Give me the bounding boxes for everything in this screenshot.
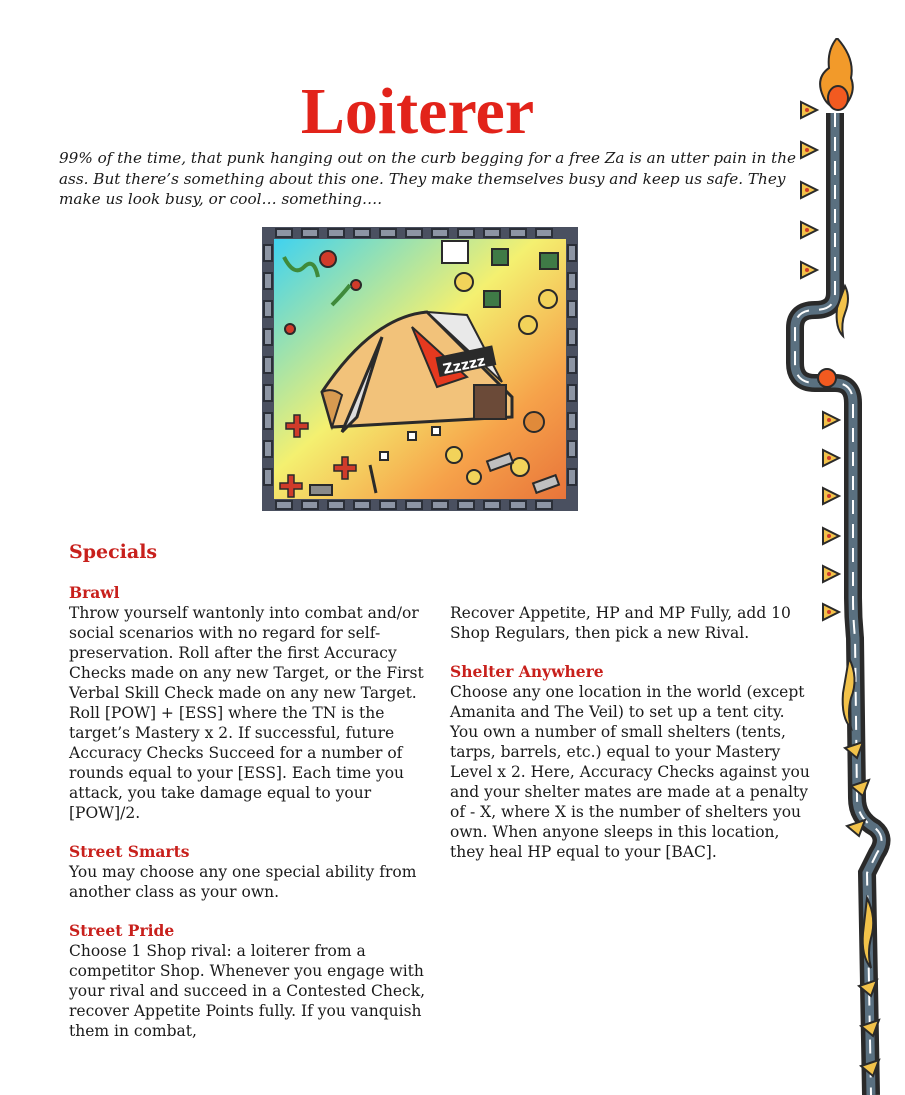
- ability-shelter-anywhere: [450, 662, 810, 862]
- pizza-slice-sleeping-illustration: [262, 227, 578, 511]
- ability-text: Throw yourself wantonly into combat and/or social scenarios with no regard for self-preservation. Roll after the first Accuracy Checks made on any new Target, or the First Verbal Skill Check made on any new Target. Roll [POW] + [ESS] where the TN is the target’s Mastery x 2. If successful, future Accuracy Checks Succeed for a number of rounds equal to your [ESS]. Each time you attack, you take damage equal to your [POW]/2.: [69, 604, 424, 822]
- ability-text-continued: Recover Appetite, HP and MP Fully, add 10 Shop Regulars, then pick a new Rival.: [450, 604, 791, 642]
- ability-street-smarts: [69, 842, 429, 902]
- zzz-caption: Zzzzz: [441, 353, 487, 378]
- torch-and-pizza-border-icon: [785, 38, 905, 1095]
- ability-text: Choose any one location in the world (except Amanita and The Veil) to set up a tent city. You own a number of small shelters (tents, tarps, barrels, etc.) equal to your Mastery Level x 2. Here, Accuracy Checks against you and your shelter mates are made at a penalty of - X, where X is the number of shelters you own. When anyone sleeps in this location, they heal HP equal to your [BAC].: [450, 683, 810, 861]
- ability-name: Shelter Anywhere: [450, 662, 604, 681]
- ability-text: You may choose any one special ability from another class as your own.: [69, 863, 417, 901]
- page-title: Loiterer: [300, 75, 535, 148]
- intro-text: 99% of the time, that punk hanging out on the curb begging for a free Za is an utter pain in the ass. But there’s something about this one. They make themselves busy and keep us safe. They make us look busy, or cool… something….: [59, 149, 796, 208]
- ability-street-pride: [69, 921, 429, 1041]
- ability-name: Street Smarts: [69, 842, 190, 861]
- specials-column-right: [450, 603, 810, 881]
- ability-text: Choose 1 Shop rival: a loiterer from a competitor Shop. Whenever you engage with your rival and succeed in a Contested Check, recover Appetite Points fully. If you vanquish them in combat,: [69, 942, 426, 1040]
- specials-column-left: [69, 583, 429, 1060]
- specials-heading: Specials: [69, 541, 158, 563]
- ability-brawl: [69, 583, 429, 823]
- ability-name: Brawl: [69, 583, 120, 602]
- ability-name: Street Pride: [69, 921, 175, 940]
